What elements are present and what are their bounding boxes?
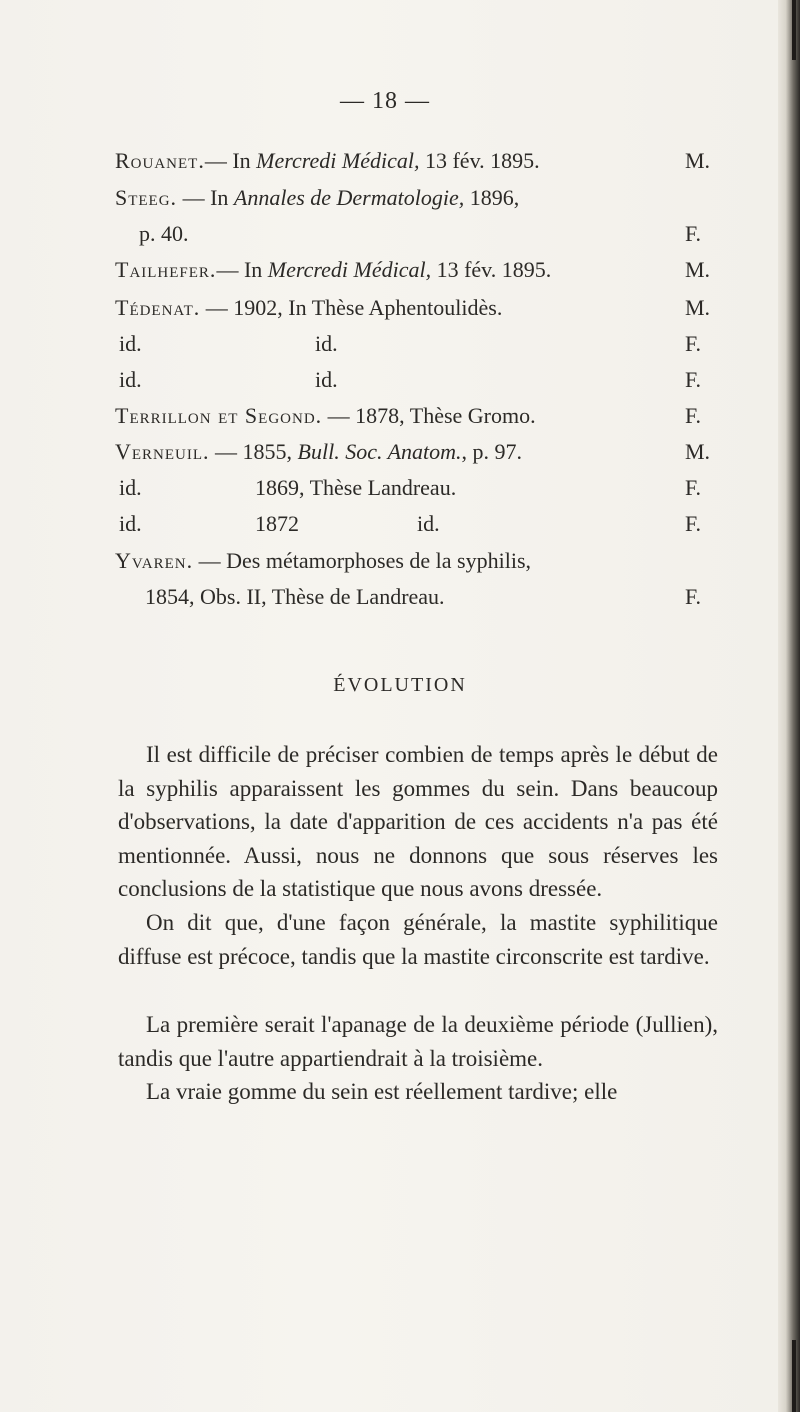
reference-sex: M.	[685, 439, 711, 464]
reference-author: Yvaren.	[115, 548, 194, 573]
reference-sex: F.	[685, 331, 701, 356]
reference-entry: Rouanet.— In Mercredi Médical, 13 fév. 1895. M.	[115, 143, 715, 179]
reference-entry: Yvaren. — Des métamorphoses de la syphilis,	[115, 548, 532, 573]
reference-entry: id. 1872 id. F.	[115, 506, 715, 542]
spine-shadow-bottom	[792, 1340, 796, 1412]
reference-sex: M.	[685, 295, 711, 320]
reference-entry: p. 40. F.	[115, 216, 715, 252]
reference-entry: id. id. F.	[115, 362, 715, 398]
reference-sex: F.	[685, 584, 701, 609]
reference-author: Verneuil.	[115, 439, 210, 464]
reference-sex: F.	[685, 221, 701, 246]
reference-entry: 1854, Obs. II, Thèse de Landreau. F.	[115, 579, 715, 615]
reference-entry: Verneuil. — 1855, Bull. Soc. Anatom., p. 97. M.	[115, 434, 715, 470]
page-number: — 18 —	[340, 88, 430, 114]
body-paragraph: Il est difficile de préciser combien de temps après le début de la syphilis apparaissent les gommes du sein. Dans beaucoup d'observations, la date d'apparition de ces accidents n'a pas été mentionnée. Aussi, nous ne donnons que sous réserves les conclusions de la statistique que nous avons dressée.	[118, 742, 718, 901]
reference-author: Tédenat.	[115, 295, 201, 320]
reference-entry: Steeg. — In Annales de Dermatologie, 1896,	[115, 185, 520, 210]
reference-sex: M.	[685, 257, 711, 282]
reference-author: Rouanet.	[115, 148, 205, 173]
reference-sex: F.	[685, 475, 701, 500]
reference-author: Terrillon et Segond.	[115, 403, 323, 428]
reference-entry: id. id. F.	[115, 326, 715, 362]
reference-sex: F.	[685, 403, 701, 428]
reference-sex: M.	[685, 148, 711, 173]
reference-sex: F.	[685, 511, 701, 536]
body-paragraph: La première serait l'apanage de la deuxième période (Jullien), tandis que l'autre appartiendrait à la troisième.	[118, 1012, 718, 1071]
reference-sex: F.	[685, 367, 701, 392]
section-heading: ÉVOLUTION	[333, 674, 467, 696]
spine-shadow-top	[792, 0, 796, 60]
reference-author: Steeg.	[115, 185, 178, 210]
body-paragraph: On dit que, d'une façon générale, la mastite syphilitique diffuse est précoce, tandis que la mastite circonscrite est tardive.	[118, 910, 718, 969]
reference-entry: id. 1869, Thèse Landreau. F.	[115, 470, 715, 506]
page-spine-edge	[778, 0, 800, 1412]
reference-entry: Tailhefer.— In Mercredi Médical, 13 fév. 1895. M.	[115, 252, 715, 288]
reference-entry: Terrillon et Segond. — 1878, Thèse Gromo. F.	[115, 398, 715, 434]
body-paragraph: La vraie gomme du sein est réellement tardive; elle	[146, 1079, 618, 1104]
reference-author: Tailhefer.	[115, 257, 217, 282]
reference-entry: Tédenat. — 1902, In Thèse Aphentoulidès. M.	[115, 290, 715, 326]
